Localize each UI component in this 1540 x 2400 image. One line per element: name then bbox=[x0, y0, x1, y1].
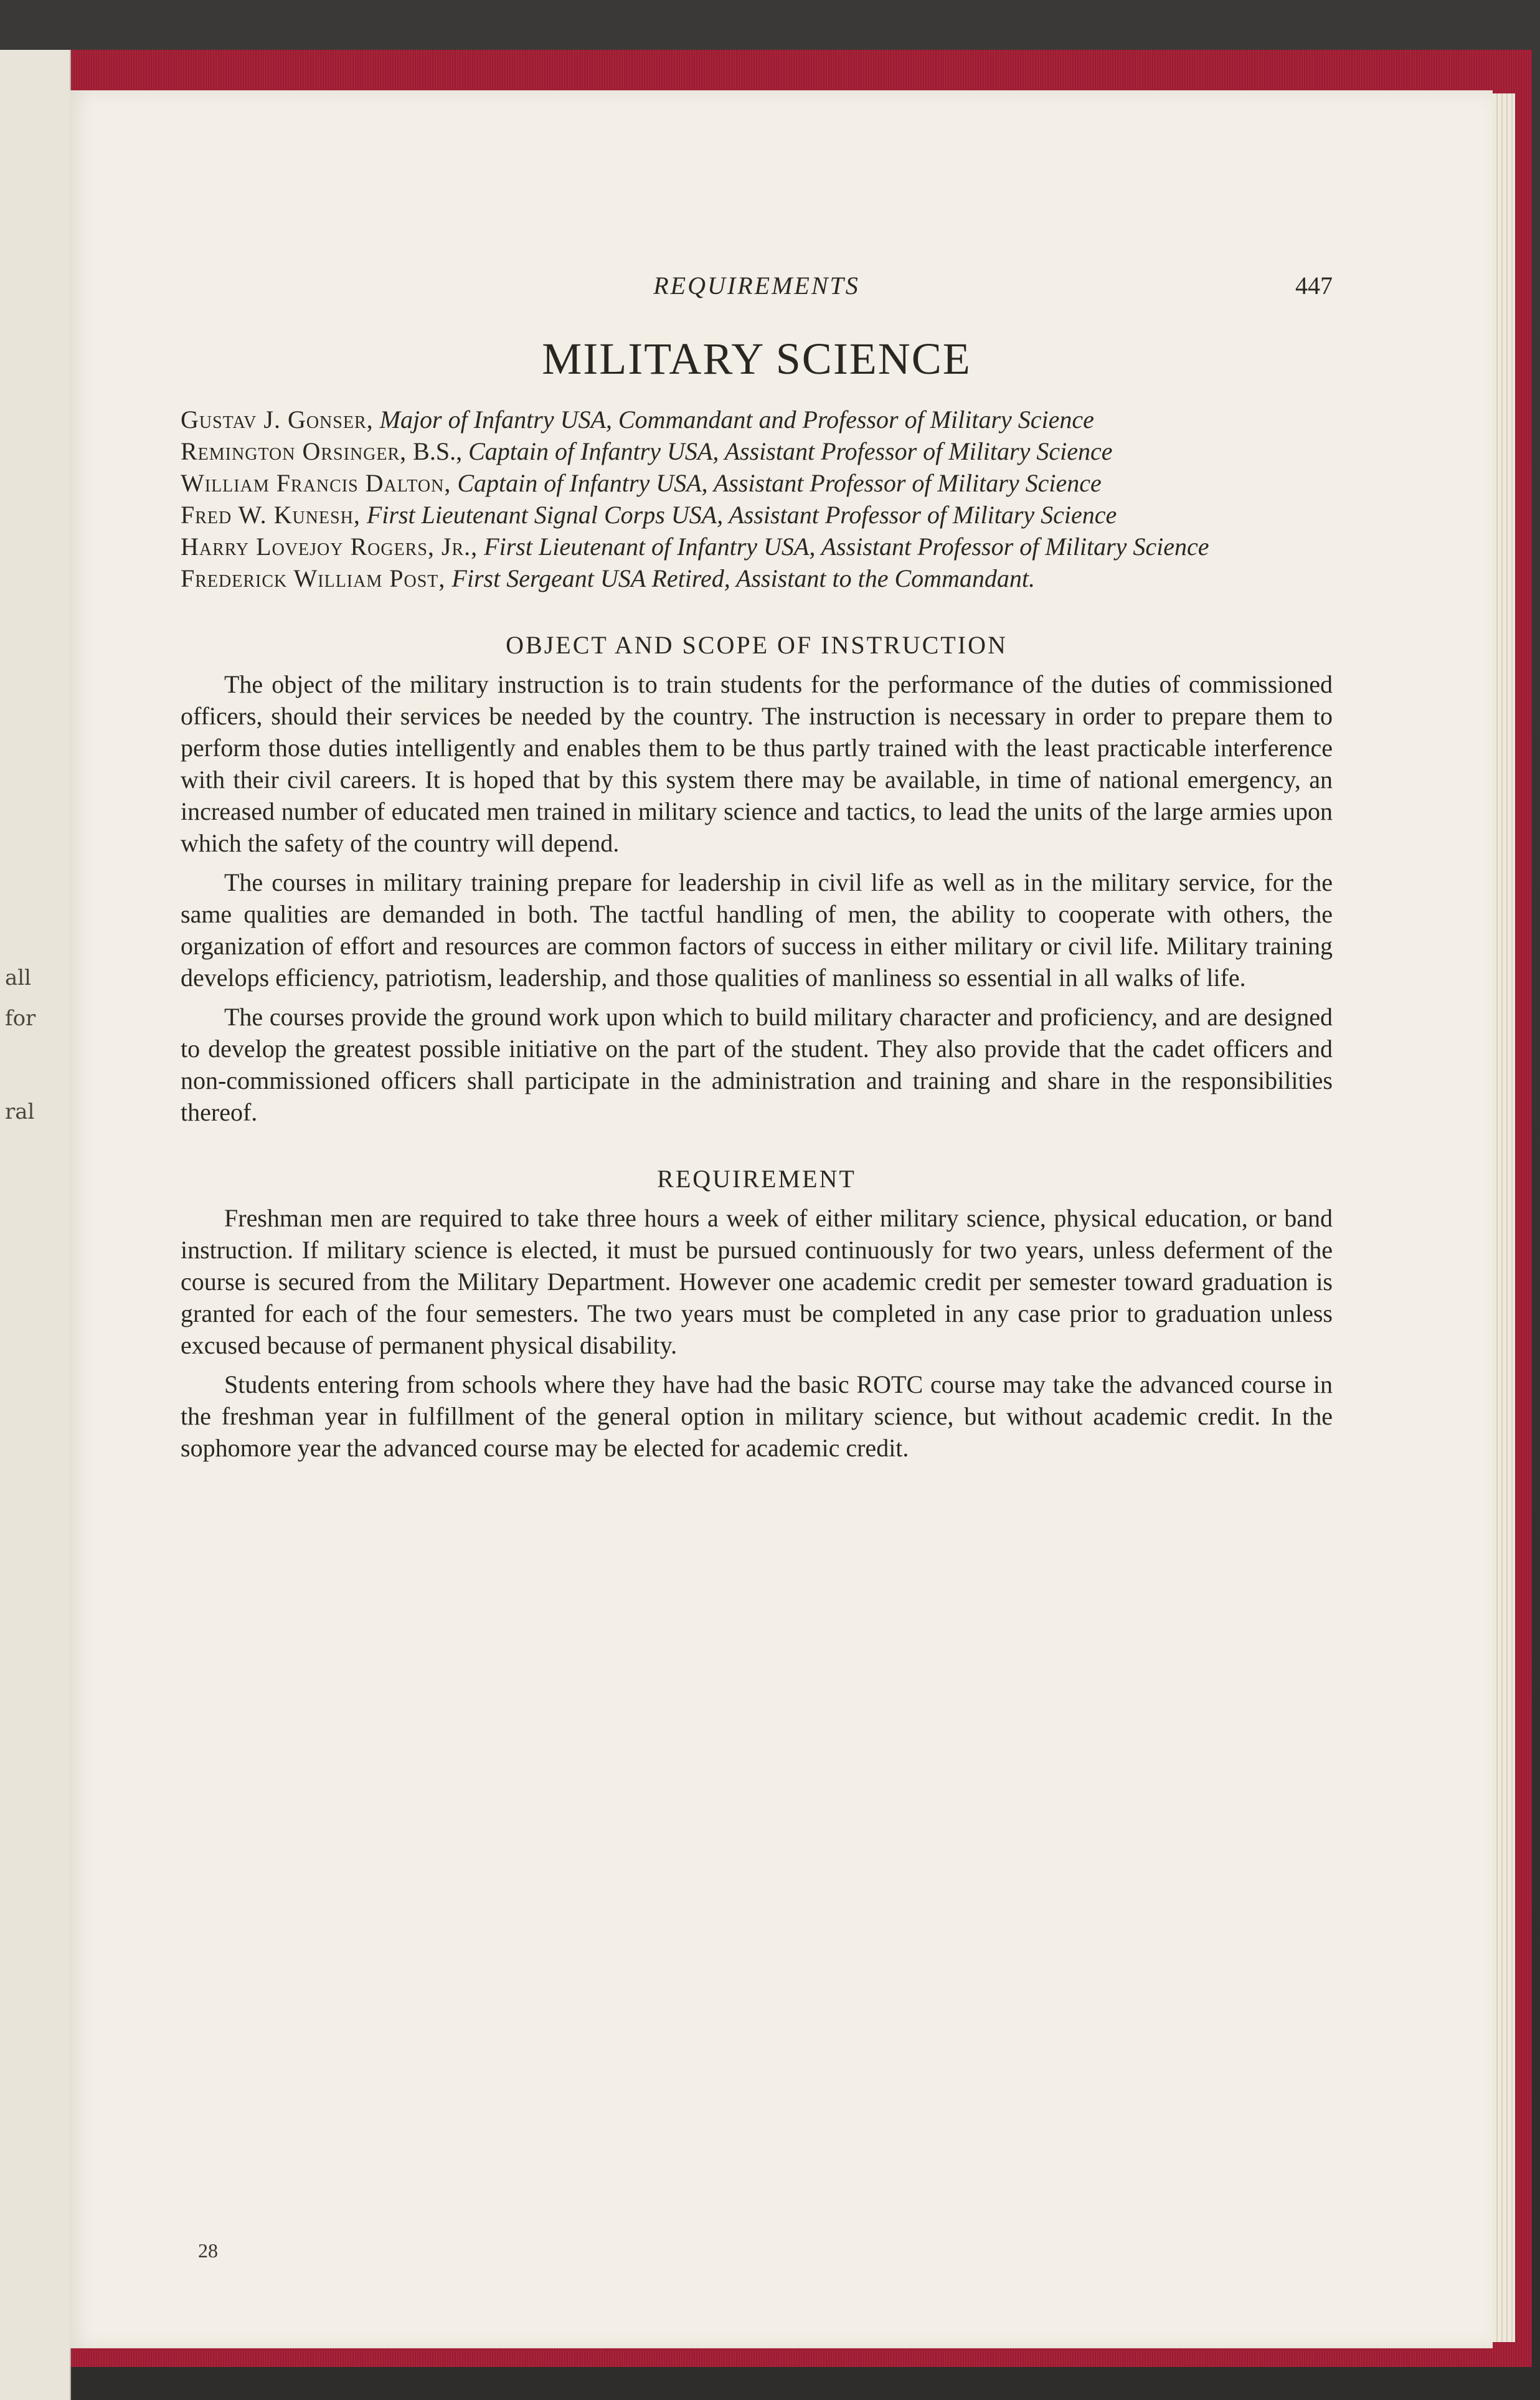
staff-name: Frederick William Post, bbox=[181, 564, 446, 592]
body-paragraph: Freshman men are required to take three hours a week of either military science, physical education, or band instruction. If military science is elected, it must be pursued continuously for two years, unless deferment of the course is secured from the Military Department. However one academic credit per semester toward graduation is granted for each of the four semesters. The two years must be completed in any case prior to graduation unless excused because of permanent physical disability. bbox=[181, 1204, 1333, 1359]
prev-page-fragment: for bbox=[5, 1006, 36, 1031]
staff-role: First Lieutenant of Infantry USA, Assistant Professor of Military Science bbox=[478, 533, 1209, 561]
body-paragraph: Students entering from schools where they have had the basic ROTC course may take the advanced course in the freshman year in fulfillment of the general option in military science, but without academic credit. In the sophomore year the advanced course may be elected for academic credit. bbox=[181, 1370, 1333, 1462]
staff-degree: B.S., bbox=[407, 437, 469, 465]
staff-name: Harry Lovejoy Rogers, Jr., bbox=[181, 533, 478, 561]
staff-entry bbox=[181, 562, 1333, 594]
staff-name: Gustav J. Gonser, bbox=[181, 406, 374, 434]
page bbox=[70, 90, 1493, 2348]
section-heading: OBJECT AND SCOPE OF INSTRUCTION bbox=[506, 631, 1008, 659]
body-paragraph: The object of the military instruction is to train students for the performance of the duties of commissioned officers, should their services be needed by the country. The instruction is necessary in order to prepare them to perform those duties intelligently and enables them to be thus partly trained with the least practicable interference with their civil careers. It is hoped that by this system there may be available, in time of national emergency, an increased number of educated men trained in military science and tactics, to lead the units of the large armies upon which the safety of the country will depend. bbox=[181, 670, 1333, 857]
staff-role: First Sergeant USA Retired, Assistant to the Commandant. bbox=[445, 564, 1036, 592]
staff-name: William Francis Dalton, bbox=[181, 469, 451, 497]
staff-entry bbox=[181, 404, 1333, 435]
body-paragraph: The courses in military training prepare for leadership in civil life as well as in the military service, for the same qualities are demanded in both. The tactful handling of men, the ability to cooperate with others, the organization of effort and resources are common factors of success in either military or civil life. Military training develops efficiency, patriotism, leadership, and those qualities of manliness so essential in all walks of life. bbox=[181, 868, 1333, 992]
previous-page-edge bbox=[0, 50, 71, 2400]
staff-name: Fred W. Kunesh, bbox=[181, 501, 361, 529]
staff-role: First Lieutenant Signal Corps USA, Assistant Professor of Military Science bbox=[360, 501, 1117, 529]
staff-role: Captain of Infantry USA, Assistant Professor of Military Science bbox=[451, 469, 1102, 497]
running-head-title: REQUIREMENTS bbox=[653, 272, 860, 300]
staff-entry bbox=[181, 435, 1333, 467]
prev-page-fragment: all bbox=[5, 965, 32, 990]
section-heading: REQUIREMENT bbox=[657, 1165, 856, 1193]
staff-entry bbox=[181, 499, 1333, 531]
body-paragraph: The courses provide the ground work upon which to build military character and proficiency, and are designed to develop the greatest possible initiative on the part of the student. They also provide that the cadet officers and non-commissioned officers shall participate in the administration and training and share in the responsibilities thereof. bbox=[181, 1003, 1333, 1126]
page-content bbox=[181, 271, 1333, 1471]
folio-number: 28 bbox=[198, 2239, 218, 2262]
prev-page-fragment: ral bbox=[5, 1099, 35, 1124]
staff-list bbox=[181, 404, 1333, 594]
staff-entry bbox=[181, 467, 1333, 499]
staff-name: Remington Orsinger, bbox=[181, 437, 407, 465]
staff-entry bbox=[181, 531, 1333, 562]
running-head bbox=[181, 271, 1333, 315]
page-title: MILITARY SCIENCE bbox=[542, 334, 971, 384]
page-number: 447 bbox=[1295, 272, 1333, 300]
staff-role: Major of Infantry USA, Commandant and Professor of Military Science bbox=[373, 406, 1094, 434]
staff-role: Captain of Infantry USA, Assistant Professor of Military Science bbox=[468, 437, 1113, 465]
